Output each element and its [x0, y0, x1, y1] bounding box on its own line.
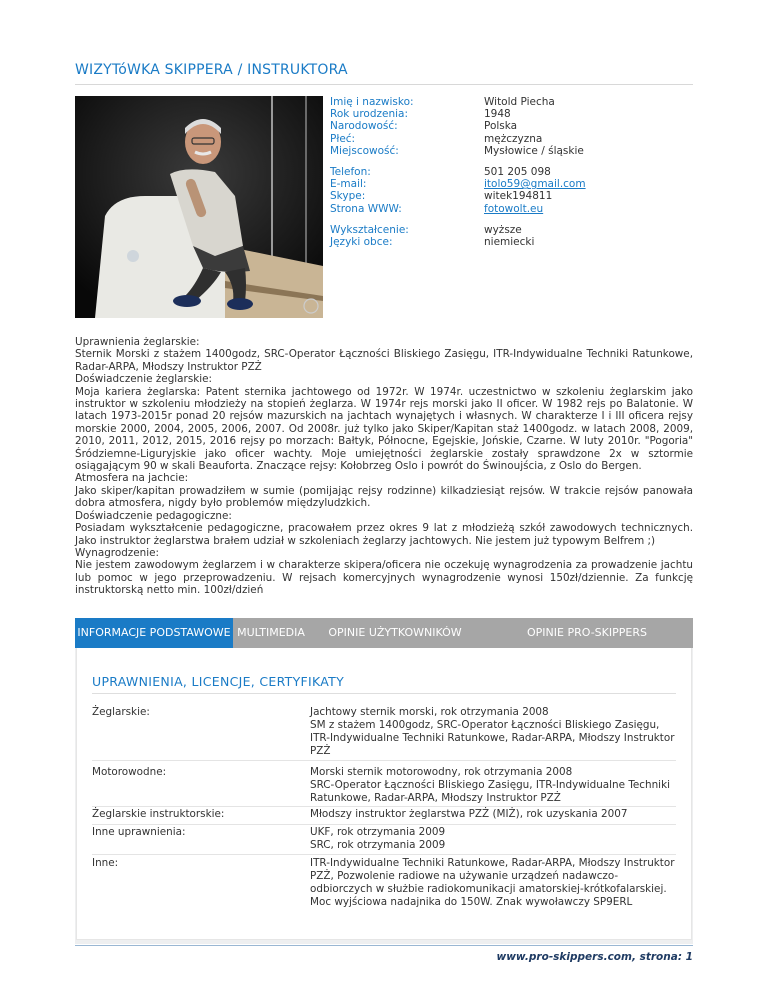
license-label: Inne uprawnienia: [92, 826, 186, 838]
license-label: Żeglarskie: [92, 706, 150, 718]
contact-info [330, 166, 586, 215]
license-value [310, 808, 676, 821]
license-value-line: Morski sternik motorowodny, rok otrzymania 2008 [310, 766, 573, 778]
info-row-education [330, 224, 534, 236]
info-label: Skype: [330, 190, 366, 203]
info-label: Narodowość: [330, 120, 398, 133]
license-value-line: Jachtowy sternik morski, rok otrzymania 2008 [310, 706, 549, 718]
bio-heading: Uprawnienia żeglarskie: [75, 336, 200, 348]
education-info [330, 224, 534, 248]
license-value [310, 706, 676, 758]
license-divider [92, 824, 676, 825]
info-label: Imię i nazwisko: [330, 96, 414, 108]
info-value: mężczyzna [484, 132, 543, 145]
email-link[interactable]: itolo59@gmail.com [484, 178, 586, 191]
info-row-city [330, 145, 584, 157]
tab-pro-skippers-reviews[interactable]: OPINIE PRO-SKIPPERS [527, 626, 647, 639]
license-value-line: SRC, rok otrzymania 2009 [310, 839, 446, 851]
info-label: Strona WWW: [330, 202, 402, 215]
info-label: E-mail: [330, 178, 367, 191]
info-label: Telefon: [330, 166, 371, 178]
license-value-line: UKF, rok otrzymania 2009 [310, 826, 446, 838]
info-row-nationality [330, 120, 584, 132]
bio-heading: Atmosfera na jachcie: [75, 472, 189, 485]
license-value-line: SRC-Operator Łączności Bliskiego Zasięgu, ITR-Indywidualne Techniki Ratunkowe, Radar-ARPA, Młodszy Instruktor PZŻ [310, 779, 670, 804]
license-row-other-licenses [92, 826, 676, 852]
license-value [310, 826, 676, 852]
info-row-gender [330, 133, 584, 145]
tab-basic-info[interactable]: INFORMACJE PODSTAWOWE [75, 618, 233, 648]
page-title: WIZYTóWKA SKIPPERA / INSTRUKTORA [75, 62, 348, 78]
info-row-website [330, 203, 586, 215]
info-value: niemiecki [484, 236, 535, 249]
bio-heading: Doświadczenie pedagogiczne: [75, 509, 232, 522]
info-row-phone [330, 166, 586, 178]
bio-paragraph: Jako skiper/kapitan prowadziłem w sumie (pomijając rejsy rodzinne) kilkadziesiąt rejsów. W trakcie rejsów panowała dobra atmosfera, nigdy było problemów międzyludzkich. [75, 484, 693, 510]
license-value [310, 766, 676, 805]
bio-paragraph: Sternik Morski z stażem 1400godz, SRC-Operator Łączności Bliskiego Zasięgu, ITR-Indywidualne Techniki Ratunkowe, Radar-ARPA, Młodszy Instruktor PZŻ [75, 348, 693, 373]
info-label: Rok urodzenia: [330, 108, 409, 121]
license-row-motorboat [92, 766, 676, 805]
info-label: Płeć: [330, 132, 356, 145]
info-value: wyższe [484, 224, 522, 236]
license-divider [92, 806, 676, 807]
info-value: 1948 [484, 108, 511, 121]
skype-value: witek194811 [484, 190, 553, 203]
license-label: Żeglarskie instruktorskie: [92, 808, 225, 820]
bio-text [75, 336, 693, 597]
license-divider [92, 760, 676, 761]
license-row-sailing [92, 706, 676, 758]
license-label: Inne: [92, 857, 119, 869]
info-row-skype [330, 190, 586, 202]
info-value: Polska [484, 120, 518, 133]
bio-heading: Doświadczenie żeglarskie: [75, 373, 213, 386]
info-value: Witold Piecha [484, 96, 555, 108]
bio-heading: Wynagrodzenie: [75, 546, 159, 559]
license-value-line: ITR-Indywidualne Techniki Ratunkowe, Radar-ARPA, Młodszy Instruktor PZŻ, Pozwolenie radiowe na używanie urządzeń nadawczo-odbiorczych w służbie radiokomunikacji amatorskiej-krótkofalarskiej. Moc wyjściowa nadajnika do 150W. Znak wywoławczy SP9ERL [310, 857, 675, 908]
license-label: Motorowodne: [92, 766, 167, 778]
license-value [310, 857, 676, 909]
page-footer: www.pro-skippers.com, strona: 1 [496, 951, 693, 963]
info-label: Języki obce: [330, 236, 393, 249]
personal-info [330, 96, 584, 157]
section-title: UPRAWNIENIA, LICENCJE, CERTYFIKATY [92, 674, 345, 689]
license-divider [92, 854, 676, 855]
website-link[interactable]: fotowolt.eu [484, 202, 544, 215]
info-row-name [330, 96, 584, 108]
footer-divider [75, 945, 693, 946]
tab-multimedia[interactable]: MULTIMEDIA [237, 626, 305, 639]
info-row-birth-year [330, 108, 584, 120]
bio-paragraph: Nie jestem zawodowym żeglarzem i w charakterze skipera/oficera nie oczekuję wynagrodzenia za prowadzenie jachtu lub pomoc w jego przeprowadzeniu. W rejsach komercyjnych wynagrodzenie wynosi 150zł/dziennie. Za funkcję instruktorską netto min. 100zł/dzień [75, 559, 693, 597]
bio-paragraph: Moja kariera żeglarska: Patent sternika jachtowego od 1972r. W 1974r. uczestnictwo w szkoleniu żeglarskim jako instruktor w szkoleniu młodzieży na stopień żeglarza. W 1974r rejs morski jako II oficer. W 1982 rejs po Balatonie. W latach 1973-2015r ponad 20 rejsów mazurskich na jachtach wynajętych i własnych. W charakterze I i III oficera rejsy morskie 2000, 2004, 2005, 2006, 2007. Od 2008r. już tylko jako Skiper/Kapitan staż 1400godz. w latach 2008, 2009, 2010, 2011, 2012, 2015, 2016 rejsy po morzach: Bałtyk, Północne, Egejskie, Jońskie, Czarne. W luty 2010r. "Pogoria" Śródziemne-Liguryjskie jako oficer wachty. Moje umiejętności żeglarskie zostały sprawdzone 2x w sztormie osiągającym 90 w skali Beauforta. Znaczące rejsy: Kołobrzeg Oslo i powrót do Świnoujścia, z Oslo do Bergen. [75, 385, 693, 473]
license-row-other [92, 857, 676, 909]
bio-paragraph: Posiadam wykształcenie pedagogiczne, pracowałem przez okres 9 lat z młodzieżą szkół zawodowych technicznych. Jako instruktor żeglarstwa brałem udział w szkoleniach żeglarzy jachtowych. Nie jestem już typowym Belfrem ;) [75, 522, 693, 547]
title-divider [75, 84, 693, 85]
tab-bar [75, 618, 693, 648]
info-row-languages [330, 236, 534, 248]
license-value-line: Młodszy instruktor żeglarstwa PZŻ (MIŻ), rok uzyskania 2007 [310, 808, 628, 820]
info-value: Mysłowice / śląskie [484, 144, 584, 157]
info-row-email [330, 178, 586, 190]
section-divider [92, 693, 676, 694]
tab-user-reviews[interactable]: OPINIE UŻYTKOWNIKÓW [328, 626, 462, 639]
license-row-instructor [92, 808, 676, 821]
skipper-photo [75, 96, 323, 318]
license-value-line: SM z stażem 1400godz, SRC-Operator Łączności Bliskiego Zasięgu, ITR-Indywidualne Techniki Ratunkowe, Radar-ARPA, Młodszy Instruktor PZŻ [310, 719, 675, 757]
info-label: Wykształcenie: [330, 224, 409, 236]
phone-value: 501 205 098 [484, 166, 551, 178]
info-label: Miejscowość: [330, 144, 399, 157]
